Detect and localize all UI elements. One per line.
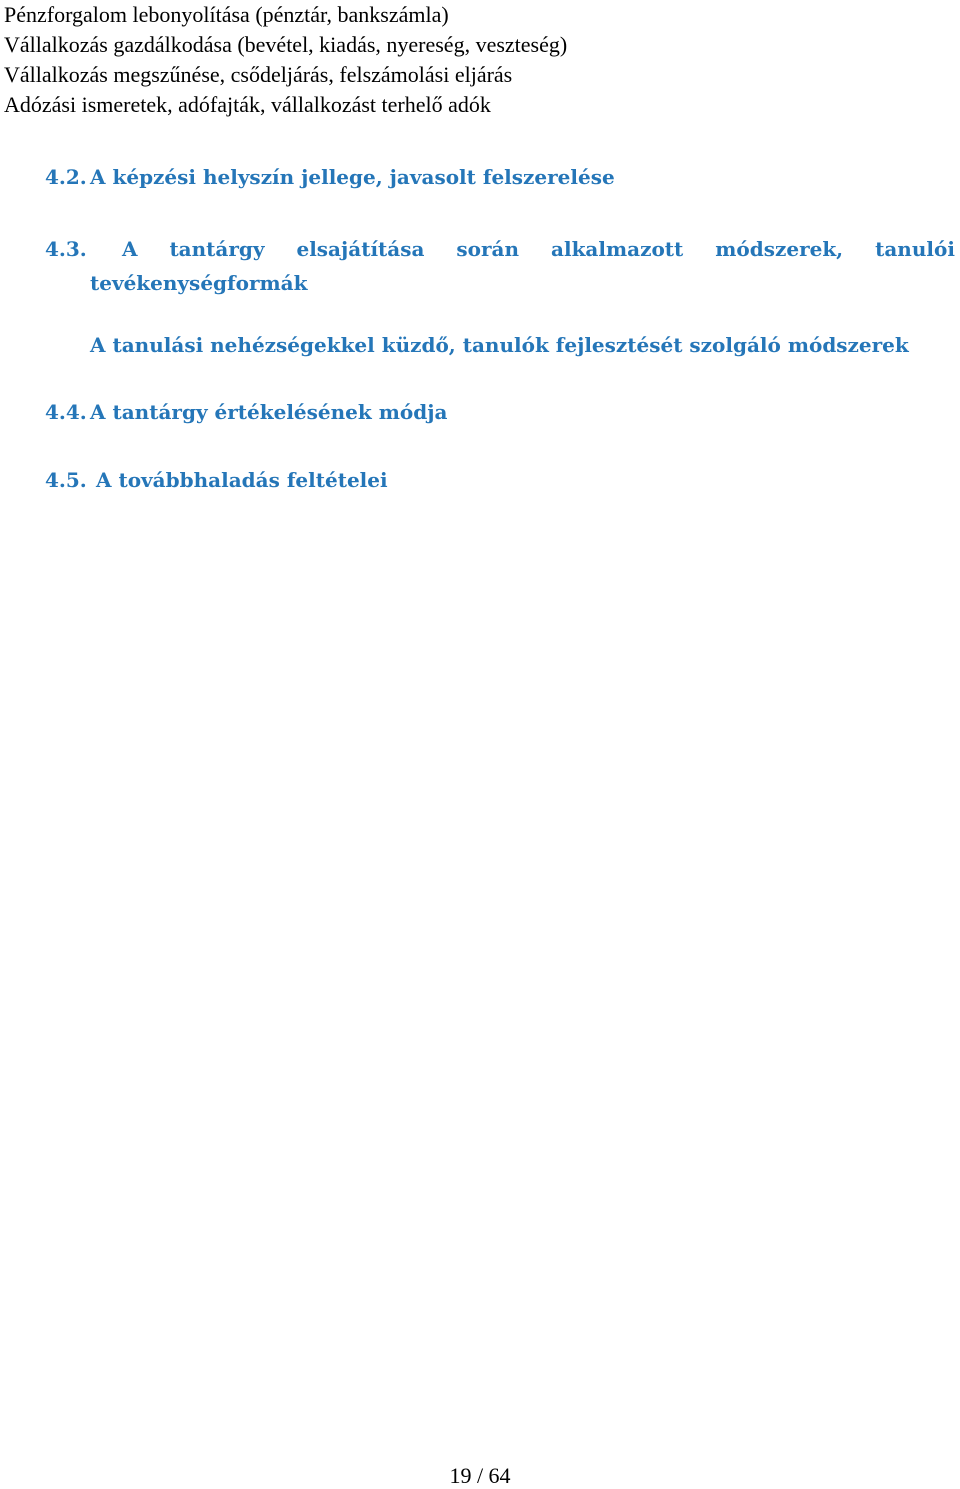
section-heading-4-5: [45, 468, 388, 492]
section-number: 4.4.: [45, 400, 87, 424]
topic-list: [4, 0, 944, 120]
section-number: 4.2.: [45, 165, 87, 189]
section-heading-4-3: [45, 232, 955, 300]
section-title: A tantárgy értékelésének módja: [90, 400, 448, 424]
page-number: 19 / 64: [449, 1463, 511, 1488]
list-item: Adózási ismeretek, adófajták, vállalkozást terhelő adók: [4, 92, 491, 117]
list-item: Vállalkozás megszűnése, csődeljárás, felszámolási eljárás: [4, 62, 513, 87]
section-heading-4-4: [45, 400, 447, 424]
section-title: A képzési helyszín jellege, javasolt felszerelése: [90, 165, 615, 189]
section-number: 4.5.: [45, 468, 87, 492]
heading-line-2: tevékenységformák: [90, 271, 308, 295]
title-word: A: [121, 237, 138, 261]
title-word: tantárgy: [169, 237, 265, 261]
section-title: A továbbhaladás feltételei: [96, 468, 388, 492]
list-item: Pénzforgalom lebonyolítása (pénztár, bankszámla): [4, 2, 449, 27]
title-word: elsajátítása: [296, 237, 425, 261]
list-item: Vállalkozás gazdálkodása (bevétel, kiadás, nyereség, veszteség): [4, 32, 568, 57]
title-word: tanulói: [875, 237, 955, 261]
title-word: módszerek,: [715, 237, 844, 261]
heading-line-1: [45, 232, 955, 266]
section-heading-4-2: [45, 165, 615, 189]
title-word: alkalmazott: [551, 237, 684, 261]
section-number: 4.3.: [45, 237, 87, 261]
title-word: során: [456, 237, 520, 261]
subsection-heading: A tanulási nehézségekkel küzdő, tanulók fejlesztését szolgáló módszerek: [90, 333, 909, 357]
